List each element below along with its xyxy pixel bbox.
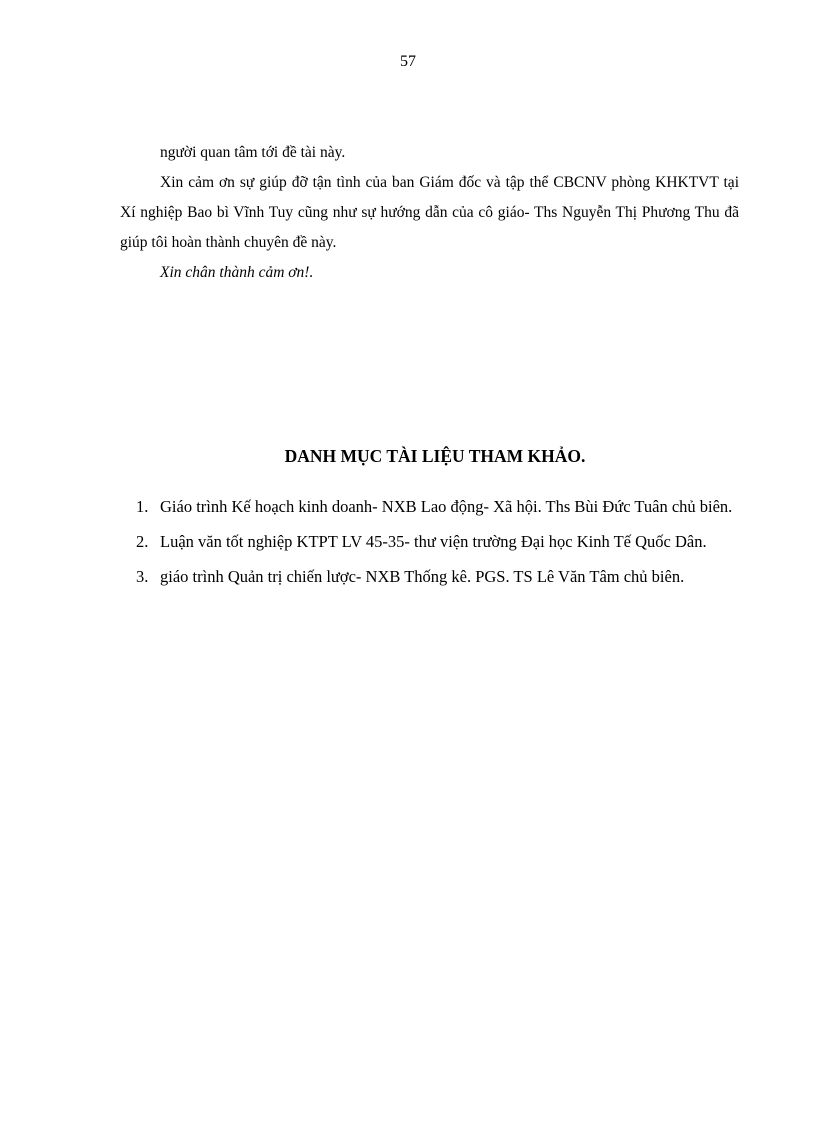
reference-item-1 — [136, 490, 746, 524]
reference-text: Luận văn tốt nghiệp KTPT LV 45-35- thư viện trường Đại học Kinh Tế Quốc Dân. — [160, 532, 707, 551]
ack-line-1: người quan tâm tới đề tài này. — [160, 144, 346, 161]
acknowledgement-section — [120, 138, 739, 288]
ack-paragraph-2-text: Xin cảm ơn sự giúp đỡ tận tình của ban Giám đốc và tập thể CBCNV phòng KHKTVT tại Xí nghiệp Bao bì Vĩnh Tuy cũng như sự hướng dẫn của cô giáo- Ths Nguyễn Thị Phương Thu đã giúp tôi hoàn thành chuyên đề này. — [120, 174, 739, 251]
ack-closing: Xin chân thành cảm ơn!. — [160, 264, 314, 281]
page-number: 57 — [400, 53, 416, 70]
reference-item-2 — [136, 525, 746, 559]
references-title: DANH MỤC TÀI LIỆU THAM KHẢO. — [284, 446, 586, 466]
reference-number: 1. — [136, 497, 149, 516]
reference-number: 3. — [136, 567, 149, 586]
references-list — [136, 490, 746, 595]
reference-item-3 — [136, 560, 746, 594]
reference-text: giáo trình Quản trị chiến lược- NXB Thống kê. PGS. TS Lê Văn Tâm chủ biên. — [160, 567, 685, 586]
reference-text: Giáo trình Kế hoạch kinh doanh- NXB Lao động- Xã hội. Ths Bùi Đức Tuân chủ biên. — [160, 497, 733, 516]
reference-number: 2. — [136, 532, 149, 551]
ack-paragraph-2 — [120, 168, 739, 258]
